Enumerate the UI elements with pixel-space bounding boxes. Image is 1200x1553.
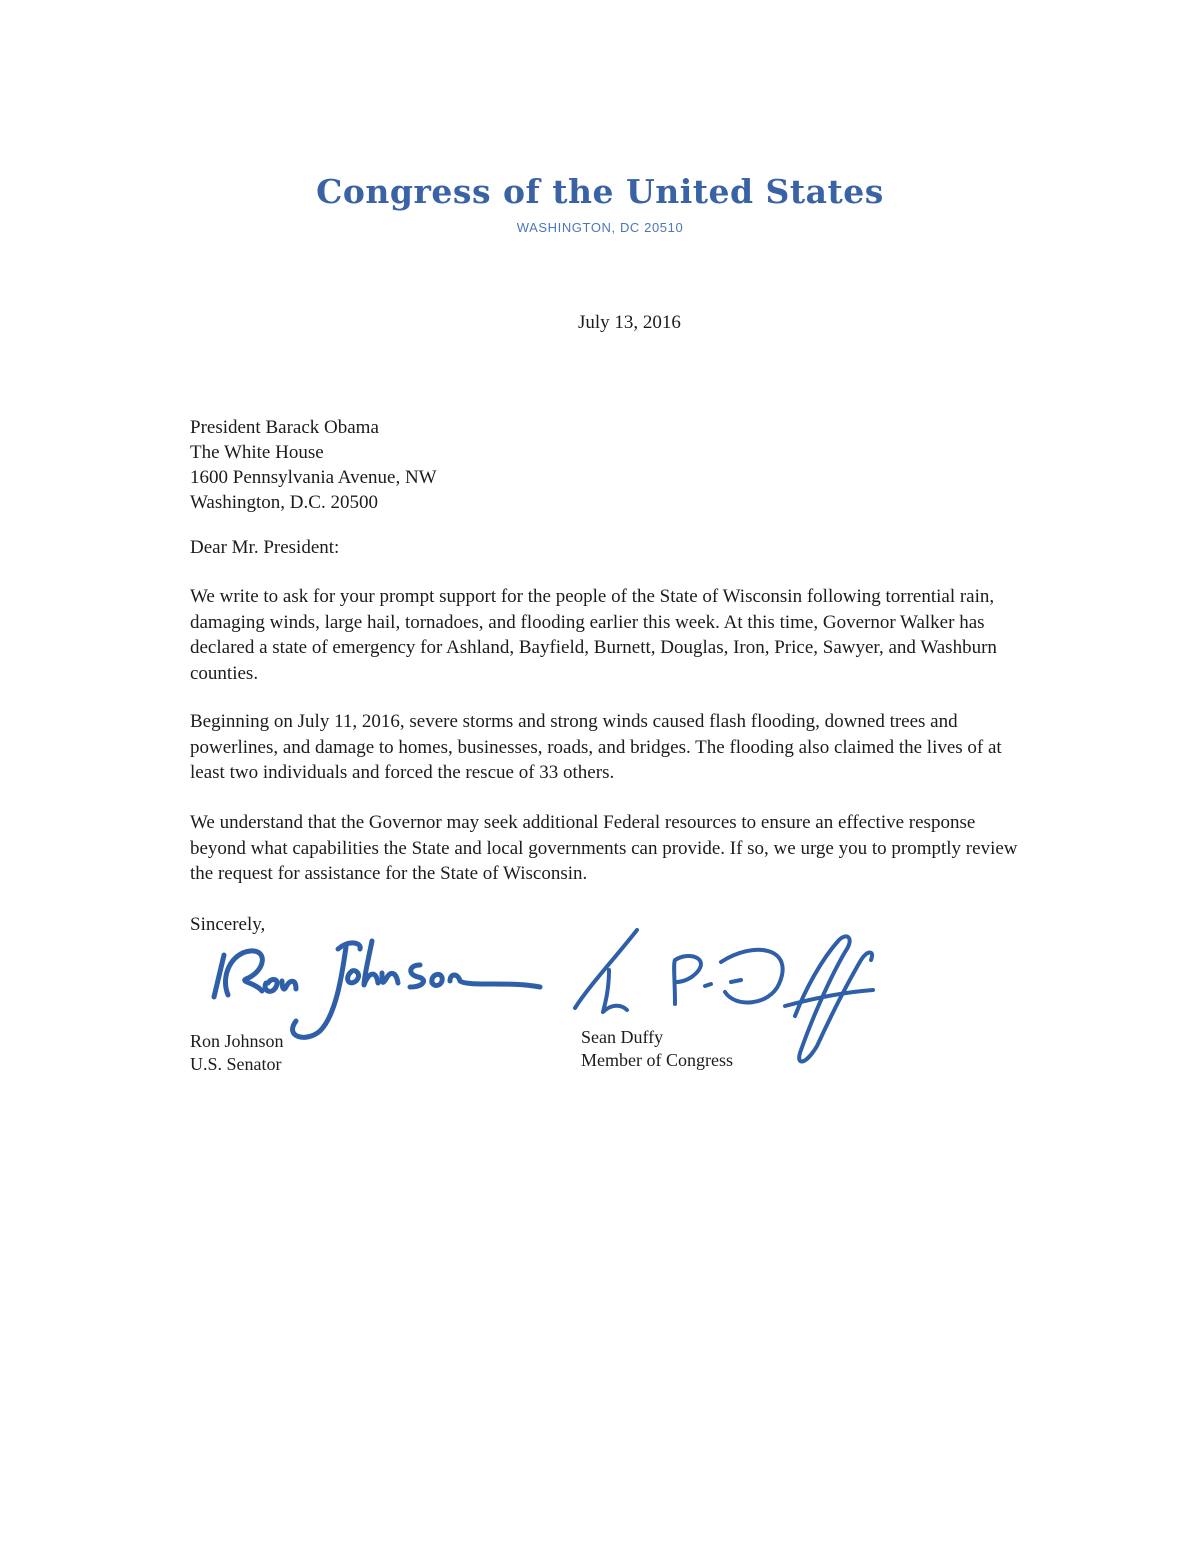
letterhead-title: Congress of the United States bbox=[316, 172, 884, 211]
body-paragraph-1: We write to ask for your prompt support for the people of the State of Wisconsin following torrential rain, damaging winds, large hail, tornadoes, and flooding earlier this week. At this time, Governor Walker has declared a state of emergency for Ashland, Bayfield, Burnett, Douglas, Iron, Price, Sawyer, and Washburn counties. bbox=[190, 586, 997, 684]
recipient-organization: The White House bbox=[190, 442, 324, 463]
body-paragraph-3: We understand that the Governor may seek additional Federal resources to ensure an effective response beyond what capabilities the State and local governments can provide. If so, we urge you to promptly review the request for assistance for the State of Wisconsin. bbox=[190, 812, 1018, 884]
recipient-street: 1600 Pennsylvania Avenue, NW bbox=[190, 467, 437, 488]
signer-title: U.S. Senator bbox=[190, 1054, 282, 1074]
closing: Sincerely, bbox=[190, 914, 266, 935]
letter-date: July 13, 2016 bbox=[578, 312, 681, 333]
recipient-name: President Barack Obama bbox=[190, 417, 379, 438]
letterhead-address: WASHINGTON, DC 20510 bbox=[516, 220, 684, 235]
salutation: Dear Mr. President: bbox=[190, 537, 340, 558]
signer-block-johnson bbox=[190, 1030, 284, 1076]
signer-title: Member of Congress bbox=[581, 1050, 733, 1070]
signer-name: Sean Duffy bbox=[581, 1027, 664, 1047]
recipient-block bbox=[190, 415, 437, 515]
body-paragraph-2: Beginning on July 11, 2016, severe storms and strong winds caused flash flooding, downed trees and powerlines, and damage to homes, businesses, roads, and bridges. The flooding also claimed the lives of at least two individuals and forced the rescue of 33 others. bbox=[190, 711, 1002, 783]
recipient-city: Washington, D.C. 20500 bbox=[190, 492, 378, 513]
signer-name: Ron Johnson bbox=[190, 1031, 284, 1051]
signer-block-duffy bbox=[581, 1026, 733, 1072]
